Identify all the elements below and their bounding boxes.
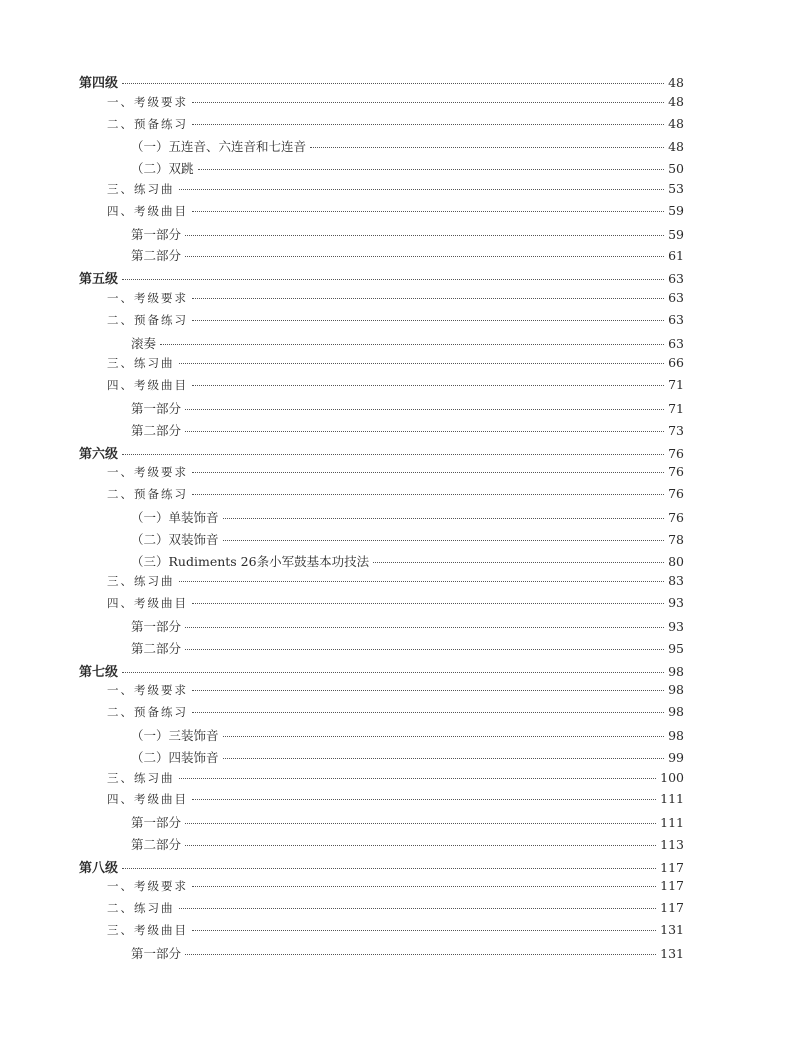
- toc-entry-title: 第八级: [79, 860, 119, 876]
- toc-entry[interactable]: [79, 813, 684, 835]
- toc-entry-page-number: 61: [668, 248, 684, 264]
- toc-entry-page-number: 98: [668, 727, 684, 743]
- toc-entry-title: （一）三装饰音: [131, 727, 219, 743]
- toc-entry[interactable]: [79, 595, 684, 617]
- toc-entry-title: （二）四装饰音: [131, 749, 219, 765]
- toc-entry-page-number: 117: [660, 900, 684, 916]
- toc-entry-title: 第一部分: [131, 400, 182, 416]
- toc-entry[interactable]: [79, 530, 684, 552]
- toc-entry[interactable]: [79, 421, 684, 443]
- toc-entry-title: 四、考级曲目: [107, 378, 188, 393]
- toc-entry[interactable]: [79, 922, 684, 944]
- toc-entry-page-number: 48: [668, 93, 684, 109]
- toc-entry-page-number: 66: [668, 355, 684, 371]
- toc-entry-page-number: 98: [668, 682, 684, 698]
- toc-entry-title: （一）五连音、六连音和七连音: [131, 139, 307, 155]
- toc-entry[interactable]: [79, 639, 684, 661]
- toc-entry-page-number: 111: [660, 815, 684, 831]
- toc-entry-page-number: 113: [660, 836, 684, 852]
- dot-leader: [179, 189, 665, 190]
- toc-entry[interactable]: [79, 704, 684, 726]
- dot-leader: [223, 758, 665, 759]
- dot-leader: [192, 603, 664, 604]
- dot-leader: [179, 581, 665, 582]
- toc-entry-title: 第一部分: [131, 618, 182, 634]
- table-of-contents: [79, 72, 684, 966]
- toc-entry-title: 一、考级要求: [107, 465, 188, 480]
- dot-leader: [185, 235, 664, 236]
- toc-entry-page-number: 99: [668, 749, 684, 765]
- toc-entry[interactable]: [79, 857, 684, 879]
- toc-entry-title: （二）双跳: [131, 161, 194, 177]
- toc-entry-page-number: 73: [668, 422, 684, 438]
- toc-entry-page-number: 71: [668, 377, 684, 393]
- dot-leader: [192, 320, 664, 321]
- toc-entry-title: 二、预备练习: [107, 312, 188, 327]
- dot-leader: [179, 778, 657, 779]
- dot-leader: [192, 298, 664, 299]
- toc-entry[interactable]: [79, 770, 684, 792]
- toc-entry-page-number: 53: [668, 180, 684, 196]
- dot-leader: [122, 83, 664, 84]
- toc-entry-title: 三、练习曲: [107, 574, 175, 589]
- dot-leader: [192, 385, 664, 386]
- toc-entry-title: （二）双装饰音: [131, 531, 219, 547]
- dot-leader: [192, 712, 664, 713]
- dot-leader: [122, 868, 656, 869]
- dot-leader: [192, 102, 664, 103]
- dot-leader: [198, 169, 665, 170]
- toc-entry[interactable]: [79, 748, 684, 770]
- toc-entry-title: （一）单装饰音: [131, 509, 219, 525]
- toc-entry-title: 三、考级曲目: [107, 923, 188, 938]
- toc-entry-page-number: 76: [668, 486, 684, 502]
- dot-leader: [310, 147, 664, 148]
- dot-leader: [192, 930, 656, 931]
- dot-leader: [192, 124, 664, 125]
- toc-entry[interactable]: [79, 900, 684, 922]
- toc-entry-title: 第二部分: [131, 640, 182, 656]
- toc-entry[interactable]: [79, 682, 684, 704]
- dot-leader: [185, 431, 664, 432]
- dot-leader: [179, 363, 665, 364]
- dot-leader: [122, 279, 664, 280]
- toc-entry-page-number: 117: [660, 859, 684, 875]
- toc-entry-page-number: 76: [668, 464, 684, 480]
- toc-entry-title: 第七级: [79, 664, 119, 680]
- toc-entry-title: 四、考级曲目: [107, 203, 188, 218]
- toc-entry[interactable]: [79, 94, 684, 116]
- toc-entry-page-number: 48: [668, 115, 684, 131]
- toc-entry-title: 四、考级曲目: [107, 596, 188, 611]
- toc-entry-page-number: 71: [668, 400, 684, 416]
- toc-entry[interactable]: [79, 116, 684, 138]
- toc-entry-title: 第一部分: [131, 226, 182, 242]
- toc-entry-title: 四、考级曲目: [107, 792, 188, 807]
- toc-entry-page-number: 48: [668, 139, 684, 155]
- toc-entry-page-number: 98: [668, 663, 684, 679]
- toc-entry[interactable]: [79, 486, 684, 508]
- toc-entry-title: 二、预备练习: [107, 487, 188, 502]
- dot-leader: [192, 494, 664, 495]
- toc-entry[interactable]: [79, 443, 684, 465]
- dot-leader: [185, 627, 664, 628]
- toc-entry-page-number: 95: [668, 640, 684, 656]
- dot-leader: [185, 823, 656, 824]
- toc-entry[interactable]: [79, 726, 684, 748]
- toc-entry[interactable]: [79, 225, 684, 247]
- toc-entry-title: 二、预备练习: [107, 116, 188, 131]
- dot-leader: [122, 454, 664, 455]
- toc-entry[interactable]: [79, 573, 684, 595]
- toc-entry-title: 三、练习曲: [107, 356, 175, 371]
- dot-leader: [185, 649, 664, 650]
- dot-leader: [192, 690, 664, 691]
- toc-entry-page-number: 76: [668, 509, 684, 525]
- toc-entry-page-number: 63: [668, 311, 684, 327]
- dot-leader: [185, 256, 664, 257]
- toc-entry-title: 第二部分: [131, 248, 182, 264]
- dot-leader: [185, 954, 656, 955]
- dot-leader: [122, 672, 664, 673]
- toc-entry[interactable]: [79, 268, 684, 290]
- toc-entry[interactable]: [79, 508, 684, 530]
- toc-entry-page-number: 59: [668, 202, 684, 218]
- toc-entry[interactable]: [79, 355, 684, 377]
- toc-entry[interactable]: [79, 159, 684, 181]
- toc-entry-title: 第二部分: [131, 836, 182, 852]
- toc-entry-page-number: 63: [668, 271, 684, 287]
- dot-leader: [223, 518, 665, 519]
- toc-entry-page-number: 117: [660, 878, 684, 894]
- dot-leader: [179, 908, 657, 909]
- toc-entry[interactable]: [79, 399, 684, 421]
- toc-entry-title: 一、考级要求: [107, 879, 188, 894]
- dot-leader: [192, 799, 656, 800]
- toc-entry[interactable]: [79, 617, 684, 639]
- toc-entry-title: 一、考级要求: [107, 94, 188, 109]
- toc-entry-page-number: 59: [668, 226, 684, 242]
- toc-entry[interactable]: [79, 203, 684, 225]
- toc-entry[interactable]: [79, 791, 684, 813]
- toc-entry-title: 二、练习曲: [107, 901, 175, 916]
- toc-entry-page-number: 48: [668, 75, 684, 90]
- dot-leader: [192, 472, 664, 473]
- toc-entry-title: 第一部分: [131, 945, 182, 961]
- toc-entry-title: 第四级: [79, 76, 119, 91]
- dot-leader: [223, 540, 665, 541]
- toc-entry[interactable]: [79, 661, 684, 683]
- toc-entry-title: 二、预备练习: [107, 705, 188, 720]
- toc-entry-title: 一、考级要求: [107, 290, 188, 305]
- toc-entry-page-number: 80: [668, 553, 684, 569]
- toc-entry-page-number: 76: [668, 445, 684, 461]
- toc-entry-page-number: 83: [668, 573, 684, 589]
- toc-entry-title: （三）Rudiments 26条小军鼓基本功技法: [131, 553, 370, 569]
- toc-entry-page-number: 78: [668, 531, 684, 547]
- toc-entry-page-number: 63: [668, 289, 684, 305]
- dot-leader: [185, 409, 664, 410]
- dot-leader: [192, 211, 664, 212]
- dot-leader: [192, 886, 656, 887]
- toc-entry-page-number: 93: [668, 595, 684, 611]
- toc-entry-page-number: 98: [668, 704, 684, 720]
- toc-entry[interactable]: [79, 835, 684, 857]
- toc-entry[interactable]: [79, 552, 684, 574]
- toc-entry-page-number: 111: [660, 791, 684, 807]
- toc-entry-page-number: 50: [668, 161, 684, 177]
- toc-entry[interactable]: [79, 464, 684, 486]
- toc-entry[interactable]: [79, 72, 684, 94]
- toc-entry-page-number: 131: [660, 922, 684, 938]
- toc-entry-page-number: 93: [668, 618, 684, 634]
- dot-leader: [185, 845, 656, 846]
- toc-entry[interactable]: [79, 377, 684, 399]
- dot-leader: [223, 736, 665, 737]
- dot-leader: [373, 562, 664, 563]
- dot-leader: [160, 344, 664, 345]
- toc-entry[interactable]: [79, 290, 684, 312]
- toc-entry-title: 三、练习曲: [107, 770, 175, 785]
- toc-entry[interactable]: [79, 181, 684, 203]
- toc-entry-title: 三、练习曲: [107, 181, 175, 196]
- toc-entry-page-number: 100: [660, 769, 684, 785]
- toc-entry-title: 滚奏: [131, 335, 157, 351]
- toc-entry-title: 一、考级要求: [107, 683, 188, 698]
- toc-entry[interactable]: [79, 312, 684, 334]
- toc-entry[interactable]: [79, 246, 684, 268]
- toc-entry-title: 第二部分: [131, 422, 182, 438]
- toc-entry[interactable]: [79, 944, 684, 966]
- toc-entry-title: 第五级: [79, 272, 119, 288]
- toc-entry-page-number: 63: [668, 335, 684, 351]
- toc-entry-title: 第一部分: [131, 815, 182, 831]
- toc-entry-title: 第六级: [79, 446, 119, 462]
- toc-entry[interactable]: [79, 334, 684, 356]
- toc-entry[interactable]: [79, 137, 684, 159]
- toc-entry[interactable]: [79, 878, 684, 900]
- toc-entry-page-number: 131: [660, 945, 684, 961]
